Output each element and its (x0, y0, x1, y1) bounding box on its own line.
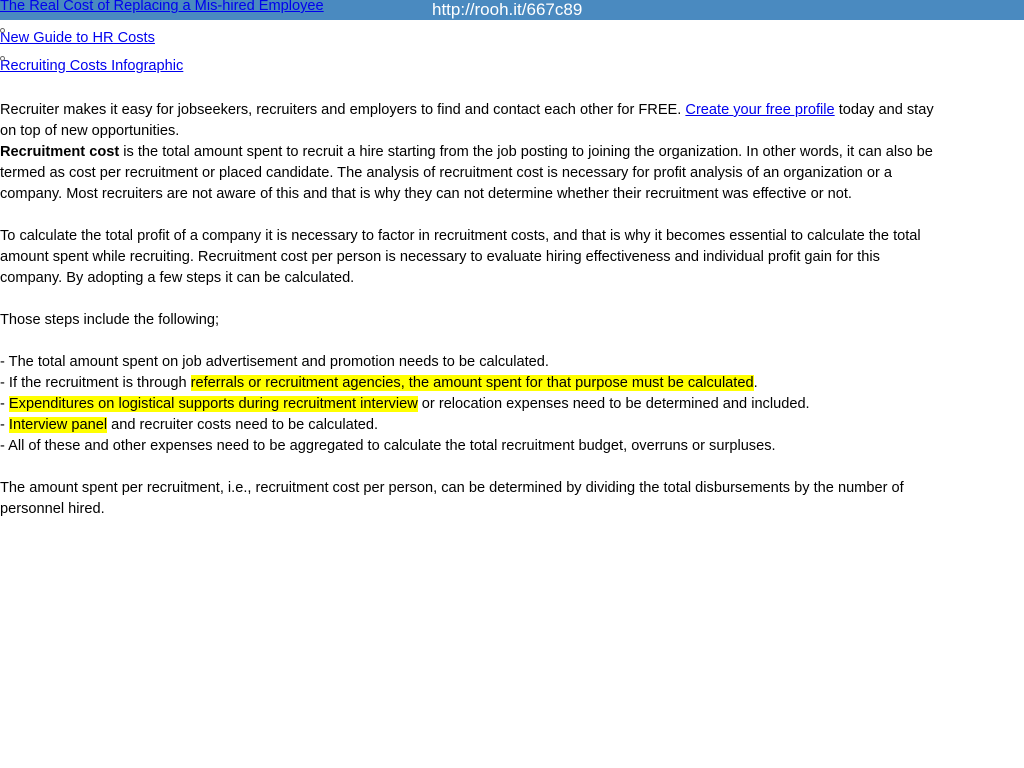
step3-suffix: or relocation expenses need to be determined and included. (417, 396, 810, 412)
step2-suffix: . (753, 375, 758, 391)
step2-highlight: referrals or recruitment agencies, the amount spent for that purpose must be calculated (190, 375, 754, 391)
short-url-text: http://rooh.it/667c89 (432, 0, 583, 19)
spacer (0, 289, 1018, 310)
conclusion-paragraph (0, 478, 1018, 520)
profit-line-3: company. By adopting a few steps it can be calculated. (0, 270, 355, 286)
step3-highlight: Expenditures on logistical supports during recruitment interview (8, 396, 418, 412)
profit-paragraph (0, 226, 1018, 289)
definition-term: Recruitment cost (0, 144, 120, 160)
circle-bullet-icon (0, 28, 5, 33)
spacer (0, 205, 1018, 226)
create-profile-link[interactable]: Create your free profile (685, 102, 835, 118)
step2-prefix: - If the recruitment is through (0, 375, 191, 391)
steps-intro-text: Those steps include the following; (0, 312, 220, 328)
conclusion-line-1: The amount spent per recruitment, i.e., recruitment cost per person, can be determined by dividing the total disbursements by the number of (0, 480, 904, 496)
spacer (0, 331, 1018, 352)
intro-text-after: today and stay (834, 102, 934, 118)
definition-line-3: company. Most recruiters are not aware of this and that is why they can not determine whether their recruitment was effective or not. (0, 186, 852, 202)
step4-prefix: - (0, 417, 9, 433)
related-link-mis-hired-employee[interactable]: The Real Cost of Replacing a Mis-hired Employee (0, 0, 324, 14)
definition-text-1: is the total amount spent to recruit a hire starting from the job posting to joining the organization. In other words, it can also be (119, 144, 933, 160)
related-link-recruiting-infographic[interactable]: Recruiting Costs Infographic (0, 58, 184, 74)
step-item-aggregate: - All of these and other expenses need to be aggregated to calculate the total recruitment budget, overruns or surpluses. (0, 438, 776, 454)
list-bullet (0, 49, 1024, 70)
steps-list (0, 352, 1018, 457)
related-link-hr-costs-guide[interactable]: New Guide to HR Costs (0, 30, 155, 46)
intro-line-2: on top of new opportunities. (0, 123, 180, 139)
spacer (0, 457, 1018, 478)
step3-prefix: - (0, 396, 9, 412)
intro-line-1 (0, 100, 1018, 121)
conclusion-line-2: personnel hired. (0, 501, 105, 517)
step4-suffix: and recruiter costs need to be calculated. (107, 417, 379, 433)
list-bullet (0, 21, 1024, 42)
profit-line-1: To calculate the total profit of a company it is necessary to factor in recruitment costs, and that is why it becomes essential to calculate the total (0, 228, 921, 244)
step-item-logistics (0, 394, 1018, 415)
definition-line-1 (0, 142, 1018, 163)
definition-paragraph (0, 142, 1018, 205)
step-item-referrals (0, 373, 1018, 394)
step-item-interview-panel (0, 415, 1018, 436)
steps-intro (0, 310, 1018, 331)
step4-highlight: Interview panel (8, 417, 108, 433)
intro-text-before: Recruiter makes it easy for jobseekers, recruiters and employers to find and contact each other for FREE. (0, 102, 686, 118)
profit-line-2: amount spent while recruiting. Recruitment cost per person is necessary to evaluate hiring effectiveness and individual profit gain for this (0, 249, 880, 265)
definition-line-2: termed as cost per recruitment or placed candidate. The analysis of recruitment cost is necessary for profit analysis of an organization or a (0, 165, 893, 181)
circle-bullet-icon (0, 56, 5, 61)
intro-paragraph (0, 100, 1018, 142)
step-item-advertisement: - The total amount spent on job advertisement and promotion needs to be calculated. (0, 354, 549, 370)
article-body (0, 100, 1018, 520)
